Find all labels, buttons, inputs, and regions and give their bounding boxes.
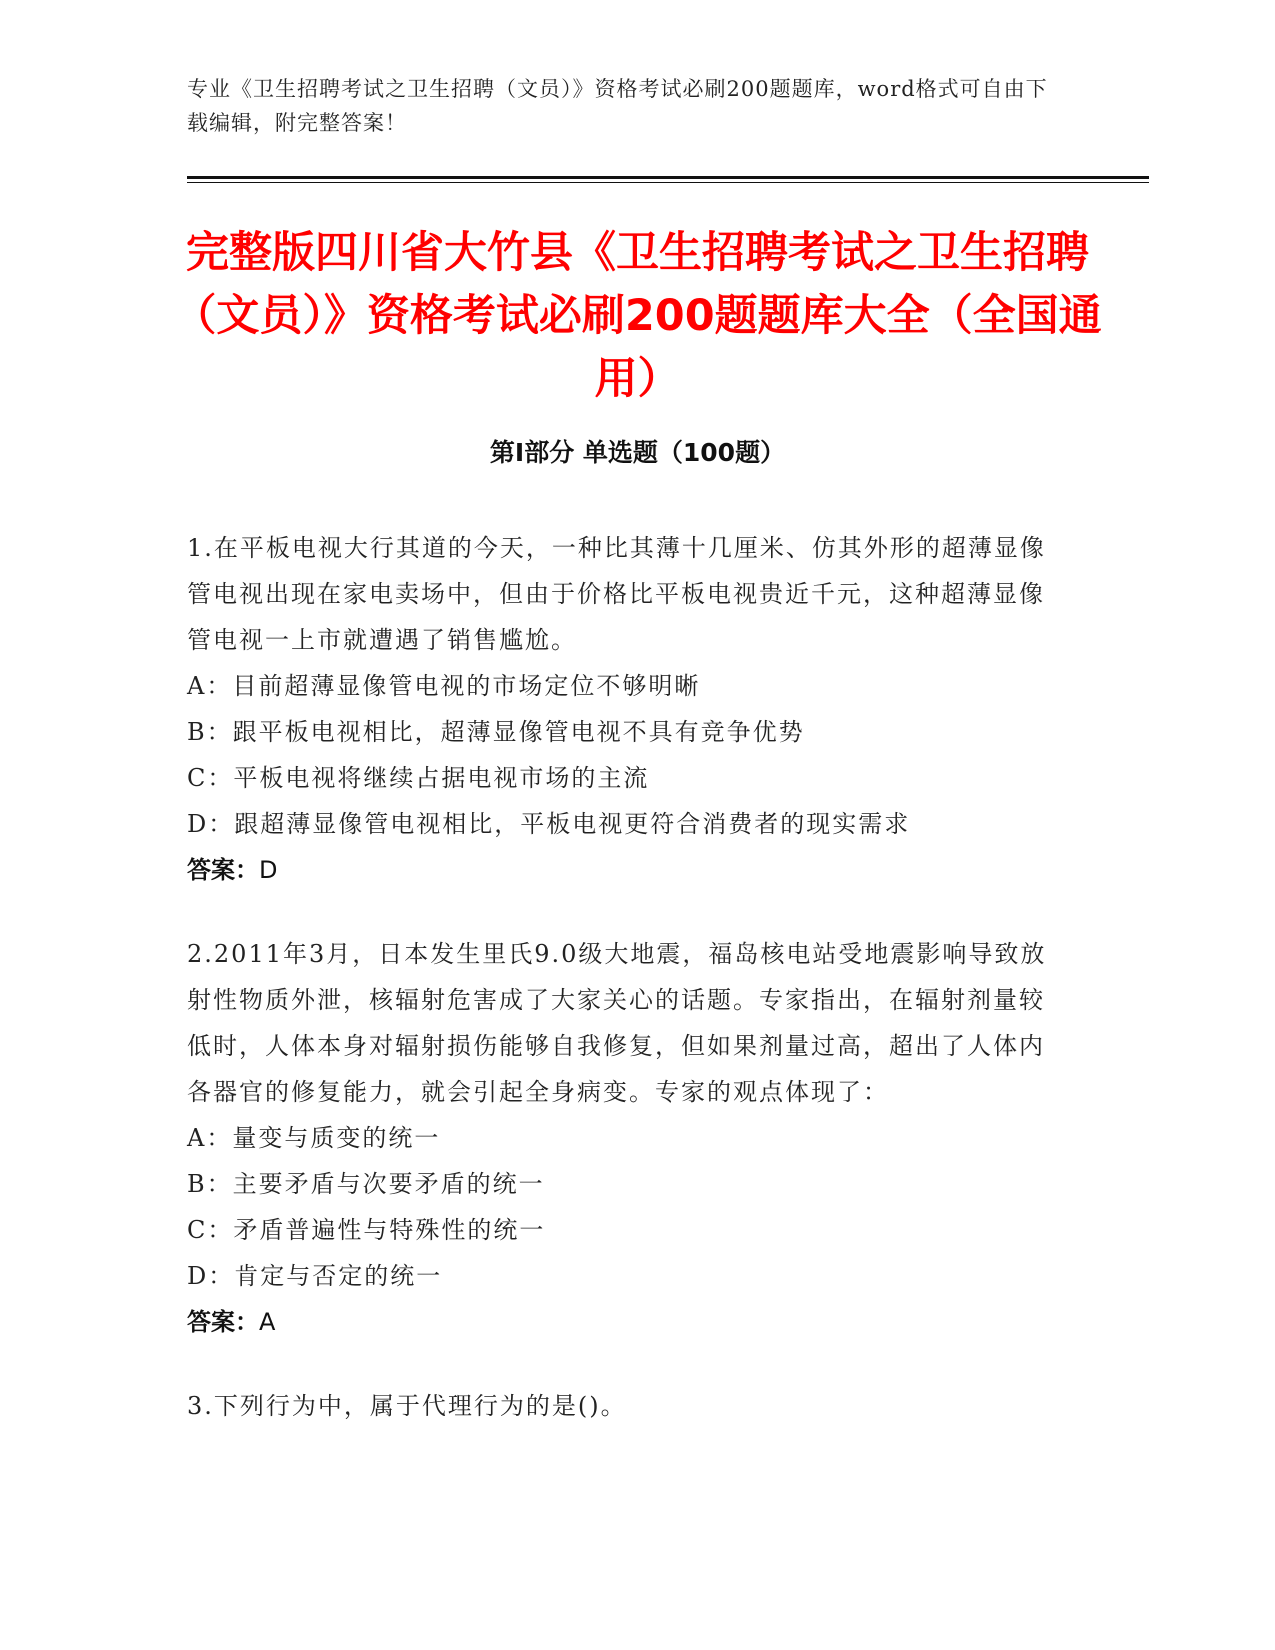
question-stem: 3.下列行为中，属于代理行为的是()。 bbox=[187, 1392, 627, 1420]
option-a: A：目前超薄显像管电视的市场定位不够明晰 bbox=[187, 672, 701, 700]
header-divider bbox=[187, 176, 1149, 179]
header-note: 专业《卫生招聘考试之卫生招聘（文员）》资格考试必刷200题题库，word格式可自由下载编辑，附完整答案！ bbox=[187, 77, 1048, 135]
header-divider-thin bbox=[187, 182, 1149, 183]
option-d: D：肯定与否定的统一 bbox=[187, 1262, 443, 1290]
answer-line bbox=[187, 1299, 1067, 1345]
document-title: 完整版四川省大竹县《卫生招聘考试之卫生招聘（文员）》资格考试必刷200题题库大全（全国通用） bbox=[173, 228, 1102, 404]
option-b: B：跟平板电视相比，超薄显像管电视不具有竞争优势 bbox=[187, 718, 805, 746]
question-3 bbox=[187, 1383, 1067, 1429]
answer-value: D bbox=[259, 856, 278, 884]
question-stem: 1.在平板电视大行其道的今天，一种比其薄十几厘米、仿其外形的超薄显像管电视出现在家电卖场中，但由于价格比平板电视贵近千元，这种超薄显像管电视一上市就遭遇了销售尴尬。 bbox=[187, 534, 1046, 654]
section-heading: 第Ⅰ部分 单选题（100题） bbox=[489, 438, 786, 467]
answer-label: 答案： bbox=[187, 1308, 259, 1336]
option-b: B：主要矛盾与次要矛盾的统一 bbox=[187, 1170, 545, 1198]
question-list bbox=[187, 525, 1067, 1467]
option-d: D：跟超薄显像管电视相比，平板电视更符合消费者的现实需求 bbox=[187, 810, 911, 838]
option-a: A：量变与质变的统一 bbox=[187, 1124, 441, 1152]
question-stem: 2.2011年3月，日本发生里氏9.0级大地震，福岛核电站受地震影响导致放射性物质外泄，核辐射危害成了大家关心的话题。专家指出，在辐射剂量较低时，人体本身对辐射损伤能够自我修复，但如果剂量过高，超出了人体内各器官的修复能力，就会引起全身病变。专家的观点体现了： bbox=[187, 940, 1047, 1106]
option-c: C：平板电视将继续占据电视市场的主流 bbox=[187, 764, 650, 792]
answer-value: A bbox=[259, 1308, 276, 1336]
question-2 bbox=[187, 931, 1067, 1345]
answer-label: 答案： bbox=[187, 856, 259, 884]
answer-line bbox=[187, 847, 1067, 893]
question-1 bbox=[187, 525, 1067, 893]
option-c: C：矛盾普遍性与特殊性的统一 bbox=[187, 1216, 546, 1244]
